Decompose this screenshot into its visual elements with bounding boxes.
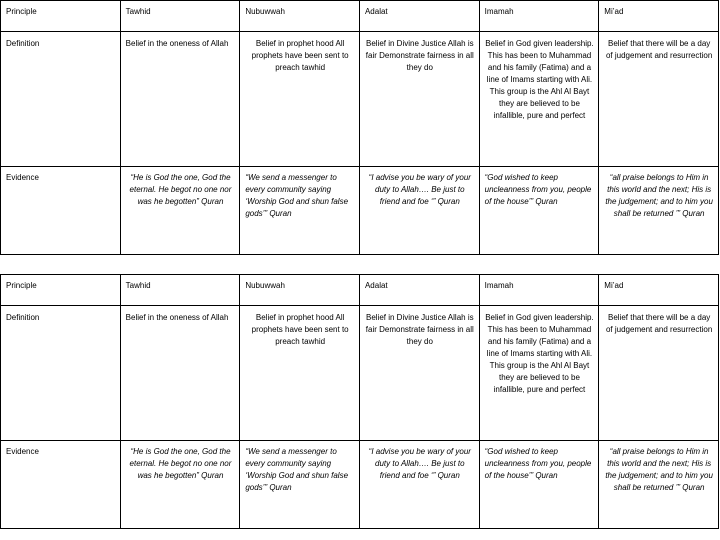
header-cell-nubuwwah: Nubuwwah — [240, 275, 360, 306]
definition-cell-adalat: Belief in Divine Justice Allah is fair Demonstrate fairness in all they do — [359, 32, 479, 167]
definition-cell-nubuwwah: Belief in prophet hood All prophets have been sent to preach tawhid — [240, 32, 360, 167]
row-label-evidence: Evidence — [1, 441, 121, 529]
definition-cell-tawhid: Belief in the oneness of Allah — [120, 306, 240, 441]
definition-row — [1, 32, 719, 167]
evidence-cell-miad: “all praise belongs to Him in this world and the next; His is the judgement; and to him you shall be returned ’” Quran — [599, 167, 719, 255]
definition-row — [1, 306, 719, 441]
header-cell-adalat: Adalat — [359, 1, 479, 32]
header-cell-principle: Principle — [1, 1, 121, 32]
header-cell-imamah: Imamah — [479, 1, 599, 32]
definition-cell-miad: Belief that there will be a day of judgement and resurrection — [599, 32, 719, 167]
evidence-cell-miad: “all praise belongs to Him in this world and the next; His is the judgement; and to him you shall be returned ’” Quran — [599, 441, 719, 529]
definition-cell-imamah: Belief in God given leadership. This has been to Muhammad and his family (Fatima) and a line of Imams starting with Ali. This group is the Ahl Al Bayt they are believed to be infallible, pure and perfect — [479, 32, 599, 167]
evidence-row — [1, 441, 719, 529]
row-label-evidence: Evidence — [1, 167, 121, 255]
principles-table-1 — [0, 0, 719, 255]
evidence-cell-imamah: “God wished to keep uncleanness from you, people of the house’” Quran — [479, 441, 599, 529]
definition-cell-adalat: Belief in Divine Justice Allah is fair Demonstrate fairness in all they do — [359, 306, 479, 441]
evidence-cell-tawhid: “He is God the one, God the eternal. He begot no one nor was he begotten” Quran — [120, 441, 240, 529]
header-cell-tawhid: Tawhid — [120, 275, 240, 306]
header-row — [1, 275, 719, 306]
header-row — [1, 1, 719, 32]
header-cell-principle: Principle — [1, 275, 121, 306]
evidence-row — [1, 167, 719, 255]
evidence-cell-nubuwwah: “We send a messenger to every community saying ‘Worship God and shun false gods’” Quran — [240, 441, 360, 529]
header-cell-tawhid: Tawhid — [120, 1, 240, 32]
definition-cell-tawhid: Belief in the oneness of Allah — [120, 32, 240, 167]
header-cell-miad: Mi’ad — [599, 1, 719, 32]
principles-table-2 — [0, 274, 719, 529]
definition-cell-nubuwwah: Belief in prophet hood All prophets have been sent to preach tawhid — [240, 306, 360, 441]
header-cell-imamah: Imamah — [479, 275, 599, 306]
definition-cell-miad: Belief that there will be a day of judgement and resurrection — [599, 306, 719, 441]
header-cell-nubuwwah: Nubuwwah — [240, 1, 360, 32]
row-label-definition: Definition — [1, 32, 121, 167]
evidence-cell-adalat: “I advise you be wary of your duty to Allah…. Be just to friend and foe ‘” Quran — [359, 441, 479, 529]
header-cell-miad: Mi’ad — [599, 275, 719, 306]
header-cell-adalat: Adalat — [359, 275, 479, 306]
evidence-cell-nubuwwah: “We send a messenger to every community saying ‘Worship God and shun false gods’” Quran — [240, 167, 360, 255]
evidence-cell-tawhid: “He is God the one, God the eternal. He begot no one nor was he begotten” Quran — [120, 167, 240, 255]
evidence-cell-adalat: “I advise you be wary of your duty to Allah…. Be just to friend and foe ‘” Quran — [359, 167, 479, 255]
definition-cell-imamah: Belief in God given leadership. This has been to Muhammad and his family (Fatima) and a line of Imams starting with Ali. This group is the Ahl Al Bayt they are believed to be infallible, pure and perfect — [479, 306, 599, 441]
row-label-definition: Definition — [1, 306, 121, 441]
evidence-cell-imamah: “God wished to keep uncleanness from you, people of the house’” Quran — [479, 167, 599, 255]
